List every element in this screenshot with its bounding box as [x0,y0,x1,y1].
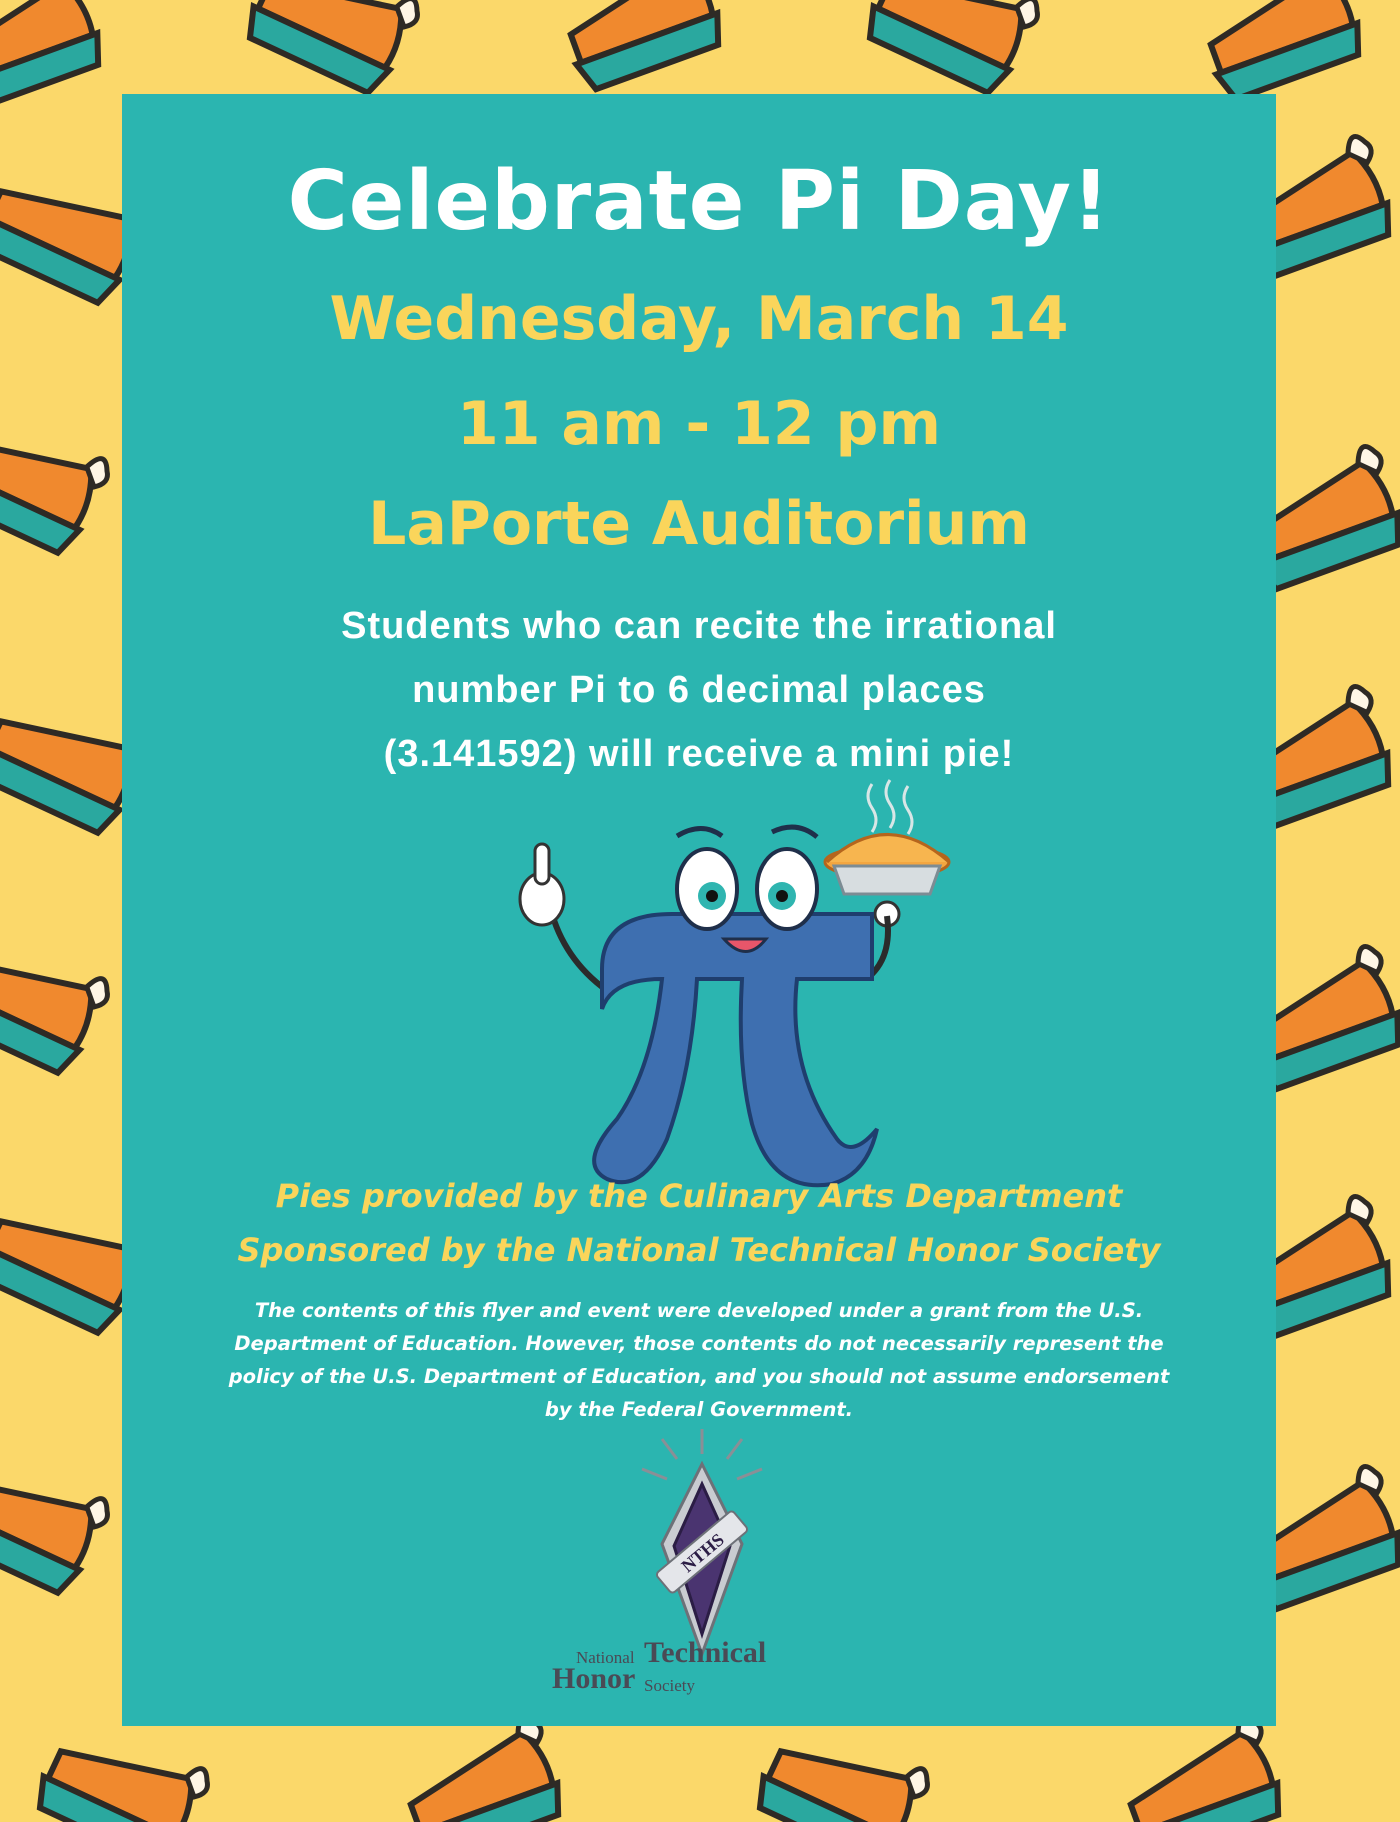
disclaimer-line: Department of Education. However, those contents do not necessarily represent the [234,1332,1164,1355]
wordmark-national: National [576,1648,635,1667]
disclaimer-line: The contents of this flyer and event were developed under a grant from the U.S. [254,1299,1144,1322]
credit-line: Pies provided by the Culinary Arts Department [275,1177,1123,1215]
event-description [122,594,1276,786]
event-time: 11 am - 12 pm [457,389,941,459]
disclaimer-line: by the Federal Government. [544,1398,854,1421]
pie-slice-icon [551,0,730,93]
pie-slice-icon [0,919,114,1078]
description-line: (3.141592) will receive a mini pie! [383,733,1015,775]
disclaimer-line: policy of the U.S. Department of Education, and you should not assume endorsement [228,1365,1170,1388]
wordmark-technical: Technical [644,1636,767,1669]
pie-slice-icon [1111,1713,1290,1822]
pie-slice-icon [861,0,1044,98]
pie-slice-icon [31,1709,214,1822]
pie-slice-icon [751,1709,934,1822]
nths-badge-text: NTHS [677,1529,728,1577]
wordmark-honor: Honor [552,1662,636,1695]
description-line: number Pi to 6 decimal places [412,669,986,711]
wordmark-society: Society [644,1676,695,1695]
pie-slice-icon [0,0,110,113]
nths-wordmark [552,1634,852,1714]
grant-disclaimer [152,1294,1246,1426]
pie-slice-icon [241,0,424,98]
description-line: Students who can recite the irrational [341,605,1057,647]
pie-slice-icon [391,1713,570,1822]
pie-slice-icon [1191,0,1370,103]
flyer-title: Celebrate Pi Day! [287,154,1111,249]
credit-line: Sponsored by the National Technical Honor Society [237,1231,1161,1269]
nths-logo [622,1424,782,1664]
event-credits [122,1169,1276,1277]
event-location: LaPorte Auditorium [368,489,1030,559]
pie-slice-icon [0,1439,114,1598]
flyer-panel [122,94,1276,1726]
pie-slice-icon [0,399,114,558]
event-date: Wednesday, March 14 [329,284,1069,354]
